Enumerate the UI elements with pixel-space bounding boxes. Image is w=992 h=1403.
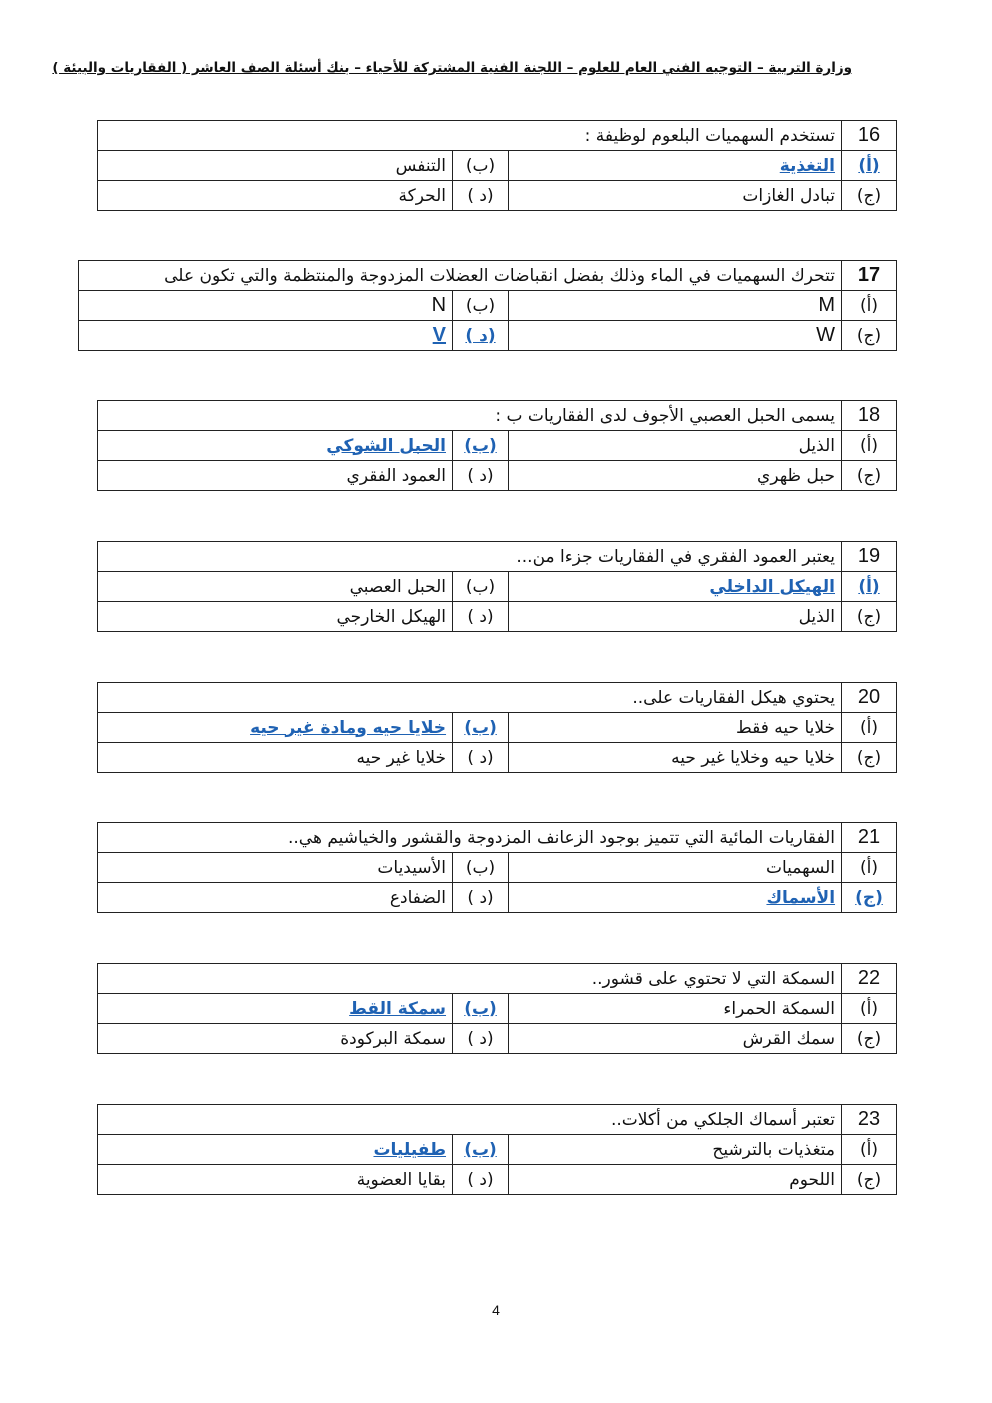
- options-row: [79, 291, 897, 321]
- option-b-label: (ب): [453, 431, 509, 461]
- option-c-label: (ج): [842, 602, 897, 632]
- option-d-label: (د ): [453, 602, 509, 632]
- options-row: [98, 151, 897, 181]
- option-a-label: (أ): [842, 291, 897, 321]
- question-19-table: [97, 541, 897, 632]
- question-number: 21: [842, 823, 897, 853]
- question-23-table: [97, 1104, 897, 1195]
- option-d-text: الهيكل الخارجي: [98, 602, 453, 632]
- option-a-label: (أ): [842, 1135, 897, 1165]
- question-row: [98, 401, 897, 431]
- option-b-label: (ب): [453, 572, 509, 602]
- question-row: [98, 121, 897, 151]
- option-d-label: (د ): [453, 1165, 509, 1195]
- option-a-text: السمكة الحمراء: [509, 994, 842, 1024]
- options-row: [98, 602, 897, 632]
- options-row: [98, 743, 897, 773]
- option-d-label: (د ): [453, 743, 509, 773]
- option-b-text: الأسيديات: [98, 853, 453, 883]
- option-d-label: (د ): [453, 1024, 509, 1054]
- option-d-text: سمكة البركودة: [98, 1024, 453, 1054]
- question-number: 20: [842, 683, 897, 713]
- document-header: وزارة التربية – التوجيه الفني العام للعلوم – اللجنة الفنية المشتركة للأحياء – بنك أسئلة الصف العاشر ( الفقاريات والبيئة ): [52, 60, 852, 76]
- question-22-table: [97, 963, 897, 1054]
- question-number: 18: [842, 401, 897, 431]
- question-row: [98, 964, 897, 994]
- option-c-label: (ج): [842, 883, 897, 913]
- option-a-text: متغذيات بالترشيح: [509, 1135, 842, 1165]
- option-b-text: طفيليات: [98, 1135, 453, 1165]
- option-a-text: التغذية: [509, 151, 842, 181]
- options-row: [98, 572, 897, 602]
- option-a-label: (أ): [842, 572, 897, 602]
- question-number: 16: [842, 121, 897, 151]
- option-b-label: (ب): [453, 713, 509, 743]
- option-b-label: (ب): [453, 291, 509, 321]
- option-d-label: (د ): [453, 461, 509, 491]
- options-row: [79, 321, 897, 351]
- option-d-text: العمود الفقري: [98, 461, 453, 491]
- option-a-text: M: [509, 291, 842, 321]
- question-20-table: [97, 682, 897, 773]
- option-d-text: الضفادع: [98, 883, 453, 913]
- question-number: 17: [842, 261, 897, 291]
- question-21-table: [97, 822, 897, 913]
- question-text: تستخدم السهميات البلعوم لوظيفة :: [98, 121, 842, 151]
- options-row: [98, 853, 897, 883]
- option-a-label: (أ): [842, 151, 897, 181]
- question-text: يحتوي هيكل الفقاريات على..: [98, 683, 842, 713]
- option-b-label: (ب): [453, 853, 509, 883]
- option-d-label: (د ): [453, 181, 509, 211]
- option-c-text: اللحوم: [509, 1165, 842, 1195]
- options-row: [98, 431, 897, 461]
- question-18-table: [97, 400, 897, 491]
- question-row: [98, 542, 897, 572]
- question-16-table: [97, 120, 897, 211]
- option-b-label: (ب): [453, 151, 509, 181]
- option-a-label: (أ): [842, 853, 897, 883]
- option-c-label: (ج): [842, 461, 897, 491]
- option-b-text: التنفس: [98, 151, 453, 181]
- option-d-text: بقايا العضوية: [98, 1165, 453, 1195]
- option-a-text: خلايا حيه فقط: [509, 713, 842, 743]
- options-row: [98, 1165, 897, 1195]
- question-number: 23: [842, 1105, 897, 1135]
- option-c-text: الذيل: [509, 602, 842, 632]
- option-b-text: الحبل الشوكي: [98, 431, 453, 461]
- option-b-label: (ب): [453, 1135, 509, 1165]
- option-a-label: (أ): [842, 713, 897, 743]
- option-d-text: V: [79, 321, 453, 351]
- option-b-text: N: [79, 291, 453, 321]
- question-text: تتحرك السهميات في الماء وذلك بفضل انقباضات العضلات المزدوجة والمنتظمة والتي تكون على: [79, 261, 842, 291]
- option-c-text: W: [509, 321, 842, 351]
- option-c-text: تبادل الغازات: [509, 181, 842, 211]
- option-c-text: حبل ظهري: [509, 461, 842, 491]
- option-c-label: (ج): [842, 1165, 897, 1195]
- question-row: [79, 261, 897, 291]
- question-text: تعتبر أسماك الجلكي من أكلات..: [98, 1105, 842, 1135]
- options-row: [98, 1135, 897, 1165]
- option-b-text: خلايا حيه ومادة غير حيه: [98, 713, 453, 743]
- options-row: [98, 994, 897, 1024]
- option-b-label: (ب): [453, 994, 509, 1024]
- question-text: الفقاريات المائية التي تتميز بوجود الزعانف المزدوجة والقشور والخياشيم هي..: [98, 823, 842, 853]
- option-c-label: (ج): [842, 181, 897, 211]
- option-a-text: السهميات: [509, 853, 842, 883]
- question-17-table: [78, 260, 897, 351]
- option-a-text: الذيل: [509, 431, 842, 461]
- option-c-label: (ج): [842, 1024, 897, 1054]
- option-a-label: (أ): [842, 994, 897, 1024]
- option-c-text: خلايا حيه وخلايا غير حيه: [509, 743, 842, 773]
- options-row: [98, 713, 897, 743]
- question-text: السمكة التي لا تحتوي على قشور..: [98, 964, 842, 994]
- question-text: يسمى الحبل العصبي الأجوف لدى الفقاريات ب :: [98, 401, 842, 431]
- question-row: [98, 1105, 897, 1135]
- option-d-label: (د ): [453, 883, 509, 913]
- option-a-text: الهيكل الداخلي: [509, 572, 842, 602]
- option-c-text: سمك القرش: [509, 1024, 842, 1054]
- option-c-text: الأسماك: [509, 883, 842, 913]
- option-d-label: (د ): [453, 321, 509, 351]
- question-row: [98, 683, 897, 713]
- options-row: [98, 1024, 897, 1054]
- option-c-label: (ج): [842, 743, 897, 773]
- option-d-text: الحركة: [98, 181, 453, 211]
- option-b-text: الحبل العصبي: [98, 572, 453, 602]
- options-row: [98, 461, 897, 491]
- page-number: 4: [492, 1302, 500, 1318]
- question-number: 19: [842, 542, 897, 572]
- question-number: 22: [842, 964, 897, 994]
- option-a-label: (أ): [842, 431, 897, 461]
- option-b-text: سمكة القط: [98, 994, 453, 1024]
- options-row: [98, 883, 897, 913]
- option-d-text: خلايا غير حيه: [98, 743, 453, 773]
- question-text: يعتبر العمود الفقري في الفقاريات جزءا من...: [98, 542, 842, 572]
- option-c-label: (ج): [842, 321, 897, 351]
- options-row: [98, 181, 897, 211]
- question-row: [98, 823, 897, 853]
